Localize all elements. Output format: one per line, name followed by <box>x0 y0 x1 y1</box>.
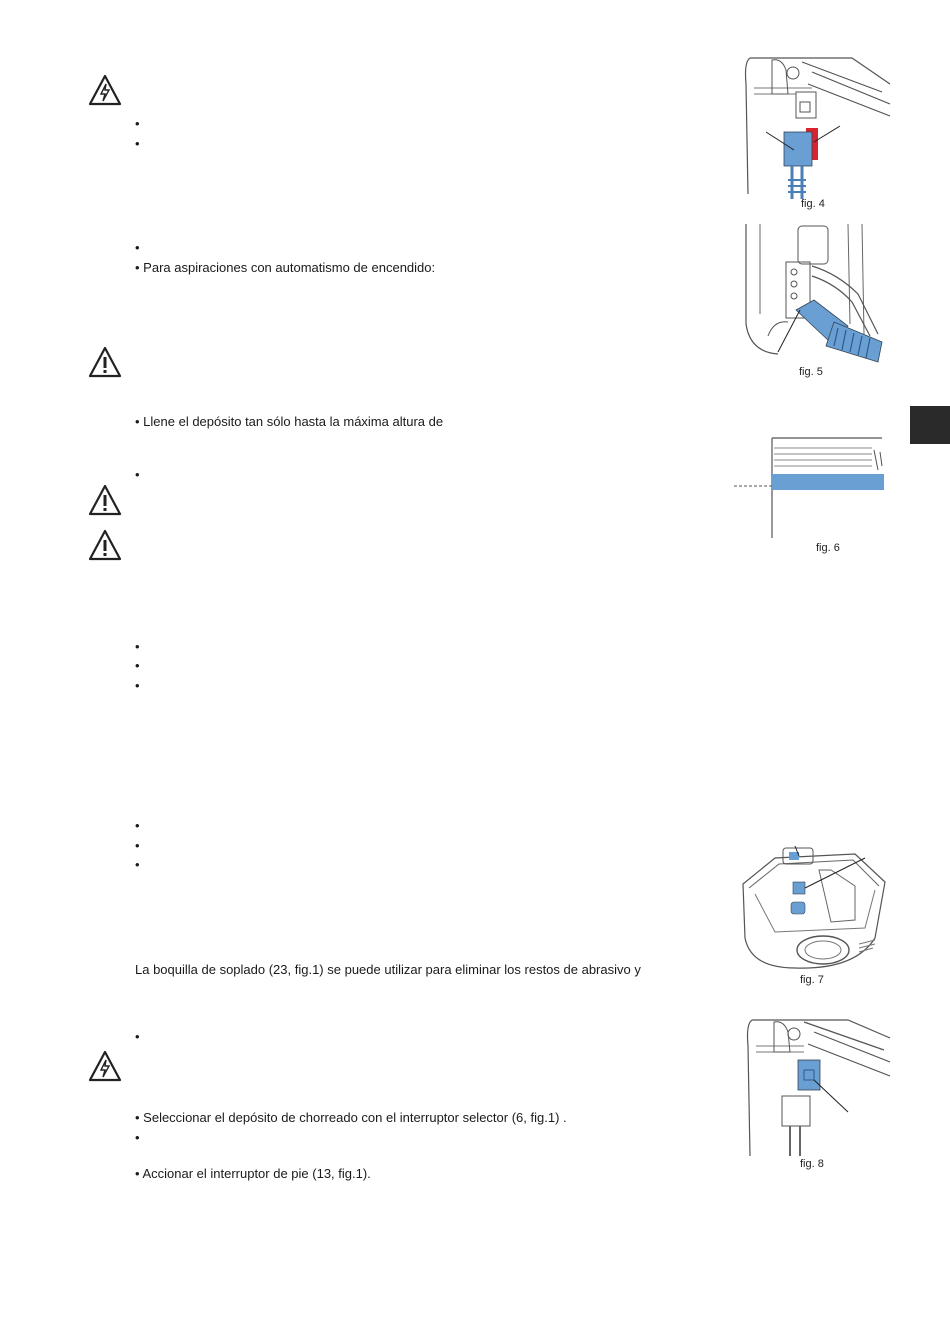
section-tab-marker <box>910 406 950 444</box>
text-llene-deposito: • Llene el depósito tan sólo hasta la máxima altura de <box>135 414 444 429</box>
bullet: • <box>135 658 140 673</box>
bullet: • <box>135 818 140 833</box>
figure-5-caption: fig. 5 <box>799 366 823 378</box>
bullet: • <box>135 116 140 131</box>
general-warning-icon <box>88 529 122 561</box>
text-boquilla-soplado: La boquilla de soplado (23, fig.1) se puede utilizar para eliminar los restos de abrasivo y <box>135 962 641 977</box>
bullet: • <box>135 467 140 482</box>
bullet: • <box>135 1130 140 1145</box>
figure-5-hose-connection-illustration <box>738 224 888 364</box>
text-seleccionar-deposito: • Seleccionar el depósito de chorreado con el interruptor selector (6, fig.1) . <box>135 1110 567 1125</box>
electric-hazard-warning-icon <box>88 1050 122 1082</box>
bullet: • <box>135 639 140 654</box>
bullet: • <box>135 838 140 853</box>
bullet: • <box>135 678 140 693</box>
bullet: • <box>135 857 140 872</box>
figure-7-blasting-cabinet-illustration <box>735 842 890 972</box>
bullet: • <box>135 136 140 151</box>
figure-6-max-fill-level-illustration <box>732 434 887 544</box>
bullet: • <box>135 240 140 255</box>
figure-7-caption: fig. 7 <box>800 974 824 986</box>
text-aspiraciones: • Para aspiraciones con automatismo de encendido: <box>135 260 436 275</box>
figure-8-caption: fig. 8 <box>800 1158 824 1170</box>
figure-4-caption: fig. 4 <box>801 198 825 210</box>
text-accionar-interruptor: • Accionar el interruptor de pie (13, fig.1). <box>135 1166 371 1181</box>
general-warning-icon <box>88 484 122 516</box>
electric-hazard-warning-icon <box>88 74 122 106</box>
figure-6-caption: fig. 6 <box>816 542 840 554</box>
general-warning-icon <box>88 346 122 378</box>
figure-8-selector-switch-illustration <box>744 1016 892 1156</box>
figure-4-plug-illustration <box>742 54 892 199</box>
bullet: • <box>135 1029 140 1044</box>
